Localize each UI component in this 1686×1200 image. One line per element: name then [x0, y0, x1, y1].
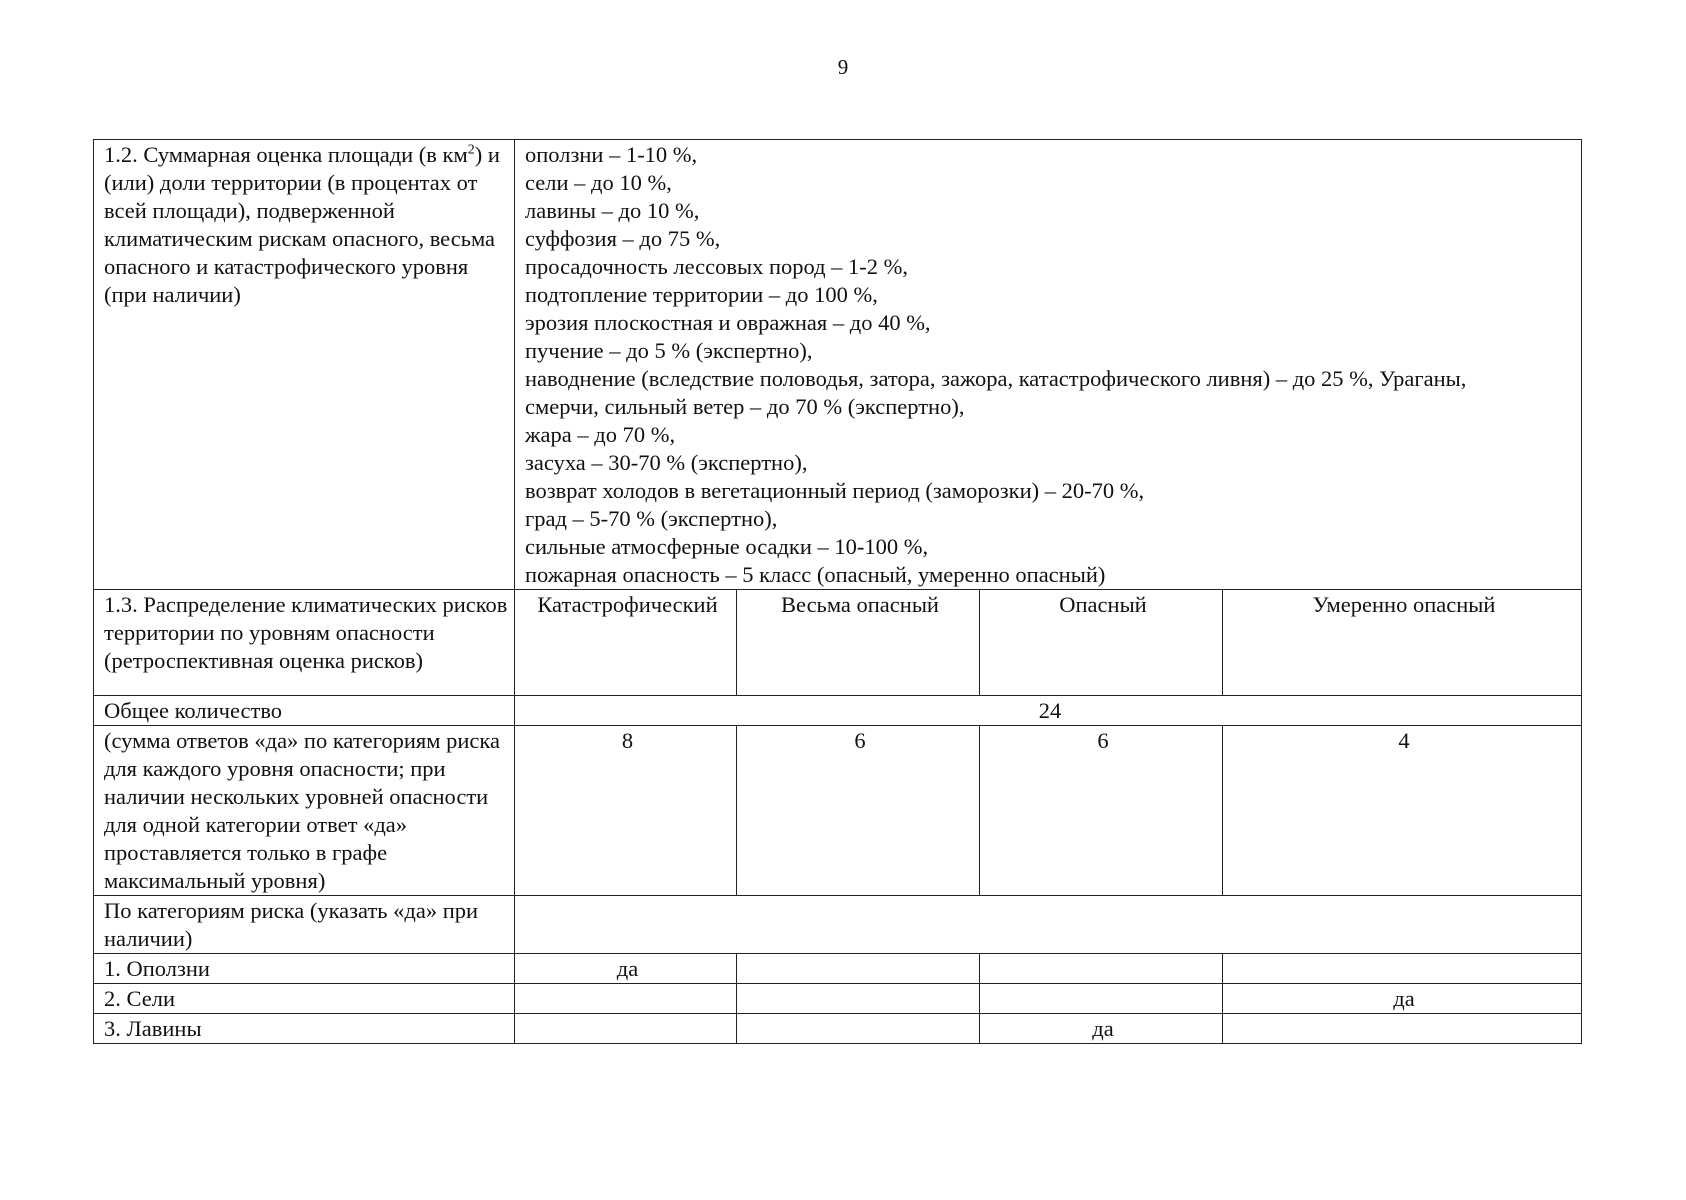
section-1-2-values — [515, 140, 1582, 590]
page-number: 9 — [837, 55, 849, 79]
row-total — [94, 696, 1582, 726]
section-1-2-label-text: 1.2. Суммарная оценка площади (в $км^2$) и (или) доли территории (в процентах от всей площади), подверженной климатическим рискам опасного, весьма опасного и катастрофического уровня (при наличии) — [104, 142, 500, 307]
total-label: Общее количество — [94, 696, 515, 726]
risk-share-line: эрозия плоскостная и овражная – до 40 %, — [525, 310, 931, 335]
category-cell: да — [1223, 984, 1582, 1014]
category-cell — [515, 1014, 737, 1044]
category-cell — [980, 954, 1223, 984]
risk-share-line: град – 5-70 % (экспертно), — [525, 506, 778, 531]
risk-share-line: лавины – до 10 %, — [525, 198, 700, 223]
risk-share-line: жара – до 70 %, — [525, 422, 676, 447]
sum-moderately-dangerous: 4 — [1223, 726, 1582, 896]
row-section-1-3 — [94, 590, 1582, 696]
category-cell — [737, 1014, 980, 1044]
sum-very-dangerous: 6 — [737, 726, 980, 896]
category-cell: да — [515, 954, 737, 984]
by-category-empty — [515, 896, 1582, 954]
level-header-moderately-dangerous: Умеренно опасный — [1223, 590, 1582, 696]
risk-share-line: суффозия – до 75 %, — [525, 226, 721, 251]
category-label: 1. Оползни — [94, 954, 515, 984]
risk-share-line: подтопление территории – до 100 %, — [525, 282, 878, 307]
category-cell — [1223, 954, 1582, 984]
row-section-1-2 — [94, 140, 1582, 590]
category-cell — [980, 984, 1223, 1014]
category-label: 2. Сели — [94, 984, 515, 1014]
level-header-dangerous: Опасный — [980, 590, 1223, 696]
category-cell — [737, 984, 980, 1014]
sums-label: (сумма ответов «да» по категориям риска для каждого уровня опасности; при наличии нескольких уровней опасности для одной категории ответ «да» проставляется только в графе максимальный уровня) — [94, 726, 515, 896]
category-cell: да — [980, 1014, 1223, 1044]
risk-share-line: пожарная опасность – 5 класс (опасный, умеренно опасный) — [525, 562, 1106, 587]
level-header-very-dangerous: Весьма опасный — [737, 590, 980, 696]
section-1-3-label: 1.3. Распределение климатических рисков территории по уровням опасности (ретроспективная оценка рисков) — [94, 590, 515, 696]
row-by-category — [94, 896, 1582, 954]
category-label: 3. Лавины — [94, 1014, 515, 1044]
table-row — [94, 984, 1582, 1014]
risk-share-line: пучение – до 5 % (экспертно), — [525, 338, 813, 363]
risk-share-line: смерчи, сильный ветер – до 70 % (экспертно), — [525, 394, 965, 419]
sum-catastrophic: 8 — [515, 726, 737, 896]
total-value: 24 — [515, 696, 1582, 726]
level-header-catastrophic: Катастрофический — [515, 590, 737, 696]
row-sums — [94, 726, 1582, 896]
category-cell — [737, 954, 980, 984]
by-category-label: По категориям риска (указать «да» при наличии) — [94, 896, 515, 954]
sum-dangerous: 6 — [980, 726, 1223, 896]
risk-share-line: оползни – 1-10 %, — [525, 142, 698, 167]
table-row — [94, 1014, 1582, 1044]
risk-share-line: просадочность лессовых пород – 1-2 %, — [525, 254, 909, 279]
section-1-2-label — [94, 140, 515, 590]
climate-risk-table — [93, 139, 1582, 1044]
risk-share-line: сели – до 10 %, — [525, 170, 672, 195]
risk-share-line: возврат холодов в вегетационный период (заморозки) – 20-70 %, — [525, 478, 1145, 503]
risk-share-line: наводнение (вследствие половодья, затора, зажора, катастрофического ливня) – до 25 %, Ураганы, — [525, 366, 1467, 391]
risk-share-line: засуха – 30-70 % (экспертно), — [525, 450, 808, 475]
category-cell — [515, 984, 737, 1014]
risk-share-line: сильные атмосферные осадки – 10-100 %, — [525, 534, 929, 559]
table-row — [94, 954, 1582, 984]
category-cell — [1223, 1014, 1582, 1044]
